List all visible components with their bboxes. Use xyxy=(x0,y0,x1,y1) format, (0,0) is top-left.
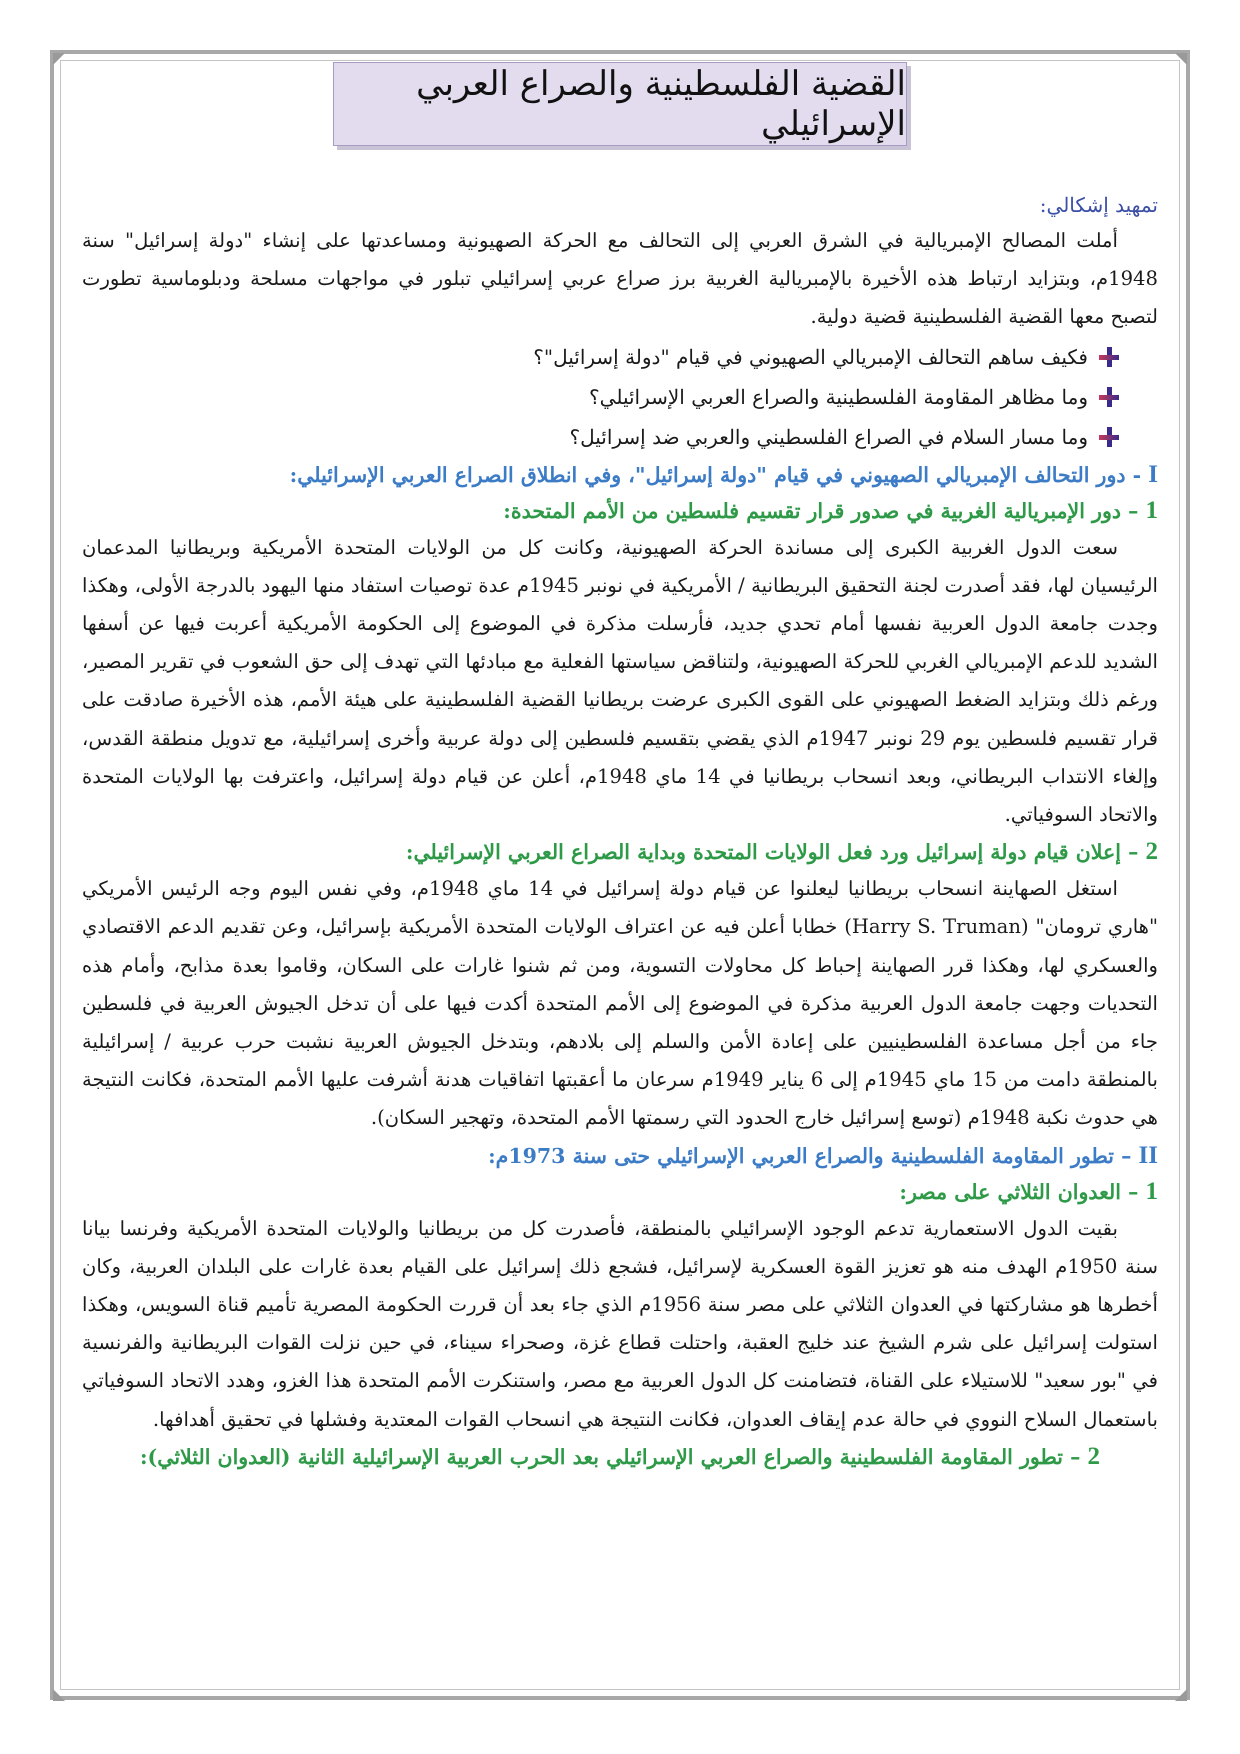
section-number: II xyxy=(1138,1141,1158,1169)
subsection-heading xyxy=(82,493,1158,529)
question-list xyxy=(82,337,1158,457)
intro-heading: تمهيد إشكالي: xyxy=(1039,193,1158,217)
section-number: I xyxy=(1148,460,1158,488)
cross-bullet-icon xyxy=(1098,426,1120,448)
corner-ornament xyxy=(1175,1689,1187,1701)
subsection-number: 1 xyxy=(1145,496,1158,524)
title-box xyxy=(333,62,907,146)
corner-ornament xyxy=(1175,53,1187,65)
section-heading-text: - دور التحالف الإمبريالي الصهيوني في قيام "دولة إسرائيل"، وفي انطلاق الصراع العربي الإسرائيلي: xyxy=(289,462,1142,487)
question-text: فكيف ساهم التحالف الإمبريالي الصهيوني في قيام "دولة إسرائيل"؟ xyxy=(533,344,1088,369)
corner-ornament xyxy=(53,1689,65,1701)
subsection-heading-text: – العدوان الثلاثي على مصر: xyxy=(899,1179,1139,1204)
section-heading-text: – تطور المقاومة الفلسطينية والصراع العربي الإسرائيلي حتى سنة 1973م: xyxy=(488,1143,1132,1168)
subsection-number: 2 xyxy=(1145,838,1158,866)
intro-paragraph: أملت المصالح الإمبريالية في الشرق العربي إلى التحالف مع الحركة الصهيونية ومساعدتها على إنشاء "دولة إسرائيل" سنة 1948م، وبتزايد ارتباط هذه الأخيرة بالإمبريالية الغربية برز صراع عربي إسرائيلي تبلور في مواجهات مسلحة ودبلوماسية تطورت لتصبح معها القضية الفلسطينية قضية دولية. xyxy=(82,229,1158,329)
list-item xyxy=(82,417,1120,457)
cross-bullet-icon xyxy=(1098,346,1120,368)
subsection-heading-text: – إعلان قيام دولة إسرائيل ورد فعل الولايات المتحدة وبداية الصراع العربي الإسرائيلي: xyxy=(405,840,1139,865)
subsection-number: 1 xyxy=(1145,1177,1158,1205)
question-text: وما مسار السلام في الصراع الفلسطيني والعربي ضد إسرائيل؟ xyxy=(569,424,1088,449)
subsection-heading-text: – تطور المقاومة الفلسطينية والصراع العربي الإسرائيلي بعد الحرب العربية الإسرائيلية الثانية (العدوان الثلاثي): xyxy=(139,1444,1081,1469)
section-heading xyxy=(82,457,1158,493)
list-item xyxy=(82,337,1120,377)
list-item xyxy=(82,377,1120,417)
document-body xyxy=(82,188,1158,1475)
corner-ornament xyxy=(53,53,65,65)
question-text: وما مظاهر المقاومة الفلسطينية والصراع العربي الإسرائيلي؟ xyxy=(589,384,1088,409)
body-paragraph: استغل الصهاينة انسحاب بريطانيا ليعلنوا عن قيام دولة إسرائيل في 14 ماي 1948م، وفي نفس اليوم وجه الرئيس الأمريكي "هاري ترومان" (Harry S. Truman) خطابا أعلن فيه عن اعتراف الولايات المتحدة الأمريكية بإسرائيل، وعن تقديم الدعم الاقتصادي والعسكري لها، وهكذا قرر الصهاينة إحباط كل محاولات التسوية، ومن ثم شنوا غارات على السكان، وقاموا بعدة مذابح، وأمام هذه التحديات وجهت جامعة الدول العربية مذكرة في الموضوع إلى الأمم المتحدة أكدت فيها على أن تدخل الجيوش العربية في فلسطين جاء من أجل مساعدة الفلسطينيين على إعادة الأمن والسلم إلى بلادهم، وبتدخل الجيوش العربية نشبت حرب عربية / إسرائيلية بالمنطقة دامت من 15 ماي 1945م إلى 6 يناير 1949م سرعان ما أعقبتها اتفاقيات هدنة أشرفت عليها الأمم المتحدة، فكانت النتيجة هي حدوث نكبة 1948م (توسع إسرائيل خارج الحدود التي رسمتها الأمم المتحدة، وتهجير السكان). xyxy=(82,877,1159,1130)
subsection-heading xyxy=(82,1439,1158,1475)
subsection-number: 2 xyxy=(1087,1442,1101,1470)
page-title: القضية الفلسطينية والصراع العربي الإسرائيلي xyxy=(416,64,906,144)
subsection-heading xyxy=(82,834,1158,870)
subsection-heading-text: – دور الإمبريالية الغربية في صدور قرار تقسيم فلسطين من الأمم المتحدة: xyxy=(503,498,1139,523)
subsection-heading xyxy=(82,1174,1158,1210)
body-paragraph: سعت الدول الغربية الكبرى إلى مساندة الحركة الصهيونية، وكانت كل من الولايات المتحدة الأمريكية وبريطانيا المدعمان الرئيسيان لها، فقد أصدرت لجنة التحقيق البريطانية / الأمريكية في نونبر 1945م عدة توصيات استفاد منها اليهود بالدرجة الأولى، وهكذا وجدت جامعة الدول العربية نفسها أمام تحدي جديد، فأرسلت مذكرة في الموضوع إلى الحكومة الأمريكية أعربت فيها عن أسفها الشديد للدعم الإمبريالي الغربي للحركة الصهيونية، ولتناقض سياستها الفعلية مع مبادئها التي تهدف إلى حق الشعوب في تقرير المصير، ورغم ذلك وبتزايد الضغط الصهيوني على القوى الكبرى عرضت بريطانيا القضية الفلسطينية على هيئة الأمم، هذه الأخيرة صادقت على قرار تقسيم فلسطين يوم 29 نونبر 1947م الذي يقضي بتقسيم فلسطين إلى دولة عربية وأخرى إسرائيلية، مع تدويل منطقة القدس، وإلغاء الانتداب البريطاني، وبعد انسحاب بريطانيا في 14 ماي 1948م، أعلن عن قيام دولة إسرائيل، واعترفت بها الولايات المتحدة والاتحاد السوفياتي. xyxy=(82,535,1159,827)
cross-bullet-icon xyxy=(1098,386,1120,408)
body-paragraph: بقيت الدول الاستعمارية تدعم الوجود الإسرائيلي بالمنطقة، فأصدرت كل من بريطانيا والولايات المتحدة الأمريكية وفرنسا بيانا سنة 1950م الهدف منه هو تعزيز القوة العسكرية لإسرائيل، فشجع ذلك إسرائيل على القيام بعدة غارات على البلدان العربية، وكان أخطرها هو مشاركتها في العدوان الثلاثي على مصر سنة 1956م الذي جاء بعد أن قررت الحكومة المصرية تأميم قناة السويس، وهكذا استولت إسرائيل على شرم الشيخ عند خليج العقبة، واحتلت قطاع غزة، وصحراء سيناء، في حين نزلت القوات البريطانية والفرنسية في "بور سعيد" للاستيلاء على القناة، فتضامنت كل الدول العربية مع مصر، واستنكرت الأمم المتحدة هذا الغزو، وهدد الاتحاد السوفياتي باستعمال السلاح النووي في حالة عدم إيقاف العدوان، فكانت النتيجة هي انسحاب القوات المعتدية وفشلها في تحقيق أهدافها. xyxy=(82,1216,1158,1431)
section-heading xyxy=(82,1138,1158,1174)
